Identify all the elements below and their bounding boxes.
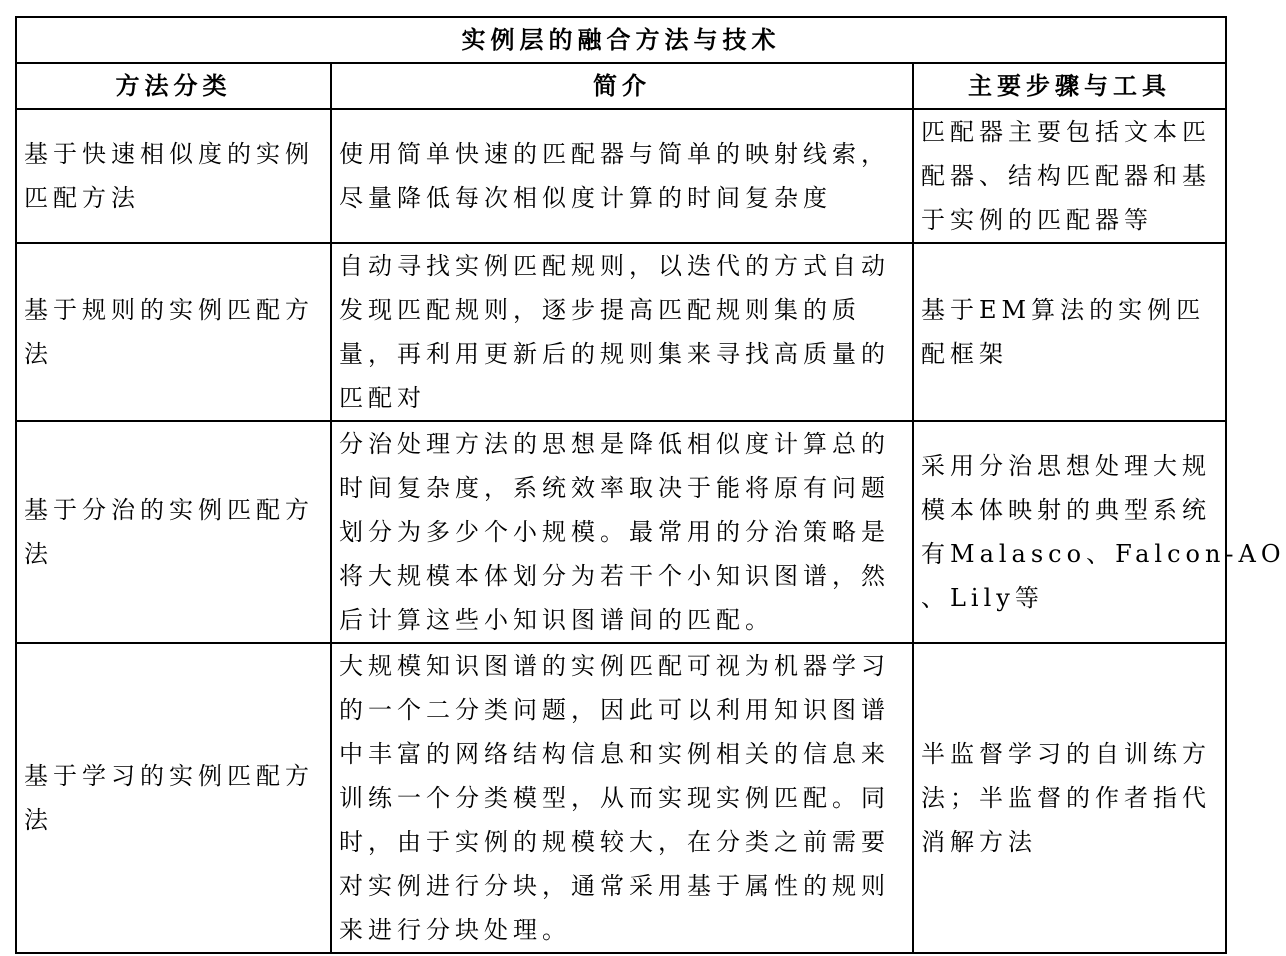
cell-text-line: 基于快速相似度的实例 <box>24 140 314 168</box>
intro-cell <box>331 243 913 421</box>
cell-text-line: 发现匹配规则，逐步提高匹配规则集的质 <box>339 296 861 324</box>
table-row <box>16 421 1226 643</box>
cell-text-line: 中丰富的网络结构信息和实例相关的信息来 <box>339 740 890 768</box>
header-tools: 主要步骤与工具 <box>913 63 1226 109</box>
cell-text-line: 基于分治的实例匹配方 <box>24 496 314 524</box>
cell-text-line: 尽量降低每次相似度计算的时间复杂度 <box>339 184 832 212</box>
cell-text-line: 自动寻找实例匹配规则，以迭代的方式自动 <box>339 252 890 280</box>
tools-cell <box>913 109 1226 243</box>
cell-text-line: 法 <box>24 540 53 568</box>
cell-text-line: 后计算这些小知识图谱间的匹配。 <box>339 606 774 634</box>
cell-text-line: 来进行分块处理。 <box>339 916 571 944</box>
header-intro: 简介 <box>331 63 913 109</box>
method-cell <box>16 109 331 243</box>
method-cell <box>16 421 331 643</box>
cell-text-line: 有Malasco、Falcon-AO <box>921 540 1286 568</box>
cell-text-line: 匹配对 <box>339 384 426 412</box>
table-row <box>16 643 1226 953</box>
cell-text-line: 使用简单快速的匹配器与简单的映射线索， <box>339 140 890 168</box>
cell-text-line: 训练一个分类模型，从而实现实例匹配。同 <box>339 784 890 812</box>
cell-text-line: 基于学习的实例匹配方 <box>24 762 314 790</box>
tools-cell <box>913 243 1226 421</box>
method-cell <box>16 643 331 953</box>
cell-text-line: 法；半监督的作者指代 <box>921 784 1211 812</box>
intro-cell <box>331 421 913 643</box>
cell-text-line: 配器、结构匹配器和基 <box>921 162 1211 190</box>
table-title: 实例层的融合方法与技术 <box>16 17 1226 63</box>
table-row <box>16 109 1226 243</box>
cell-text-line: 于实例的匹配器等 <box>921 206 1153 234</box>
table-title-row <box>16 17 1226 63</box>
cell-text-line: 量，再利用更新后的规则集来寻找高质量的 <box>339 340 890 368</box>
cell-text-line: 法 <box>24 340 53 368</box>
table-header-row <box>16 63 1226 109</box>
tools-cell <box>913 421 1286 643</box>
cell-text-line: 模本体映射的典型系统 <box>921 496 1211 524</box>
header-method: 方法分类 <box>16 63 331 109</box>
fusion-methods-table <box>15 16 1286 954</box>
cell-text-line: 时间复杂度，系统效率取决于能将原有问题 <box>339 474 890 502</box>
tools-cell <box>913 643 1226 953</box>
cell-text-line: 将大规模本体划分为若干个小知识图谱，然 <box>339 562 890 590</box>
cell-text-line: 时，由于实例的规模较大，在分类之前需要 <box>339 828 890 856</box>
cell-text-line: 划分为多少个小规模。最常用的分治策略是 <box>339 518 890 546</box>
cell-text-line: 基于规则的实例匹配方 <box>24 296 314 324</box>
cell-text-line: 匹配方法 <box>24 184 140 212</box>
cell-text-line: 匹配器主要包括文本匹 <box>921 118 1211 146</box>
method-cell <box>16 243 331 421</box>
cell-text-line: 半监督学习的自训练方 <box>921 740 1211 768</box>
table-row <box>16 243 1226 421</box>
cell-text-line: 对实例进行分块，通常采用基于属性的规则 <box>339 872 890 900</box>
cell-text-line: 大规模知识图谱的实例匹配可视为机器学习 <box>339 652 890 680</box>
intro-cell <box>331 643 913 953</box>
cell-text-line: 分治处理方法的思想是降低相似度计算总的 <box>339 430 890 458</box>
cell-text-line: 采用分治思想处理大规 <box>921 452 1211 480</box>
cell-text-line: 消解方法 <box>921 828 1037 856</box>
cell-text-line: 、Lily等 <box>921 584 1044 612</box>
cell-text-line: 的一个二分类问题，因此可以利用知识图谱 <box>339 696 890 724</box>
cell-text-line: 法 <box>24 806 53 834</box>
cell-text-line: 配框架 <box>921 340 1008 368</box>
intro-cell <box>331 109 913 243</box>
cell-text-line: 基于EM算法的实例匹 <box>921 296 1206 324</box>
